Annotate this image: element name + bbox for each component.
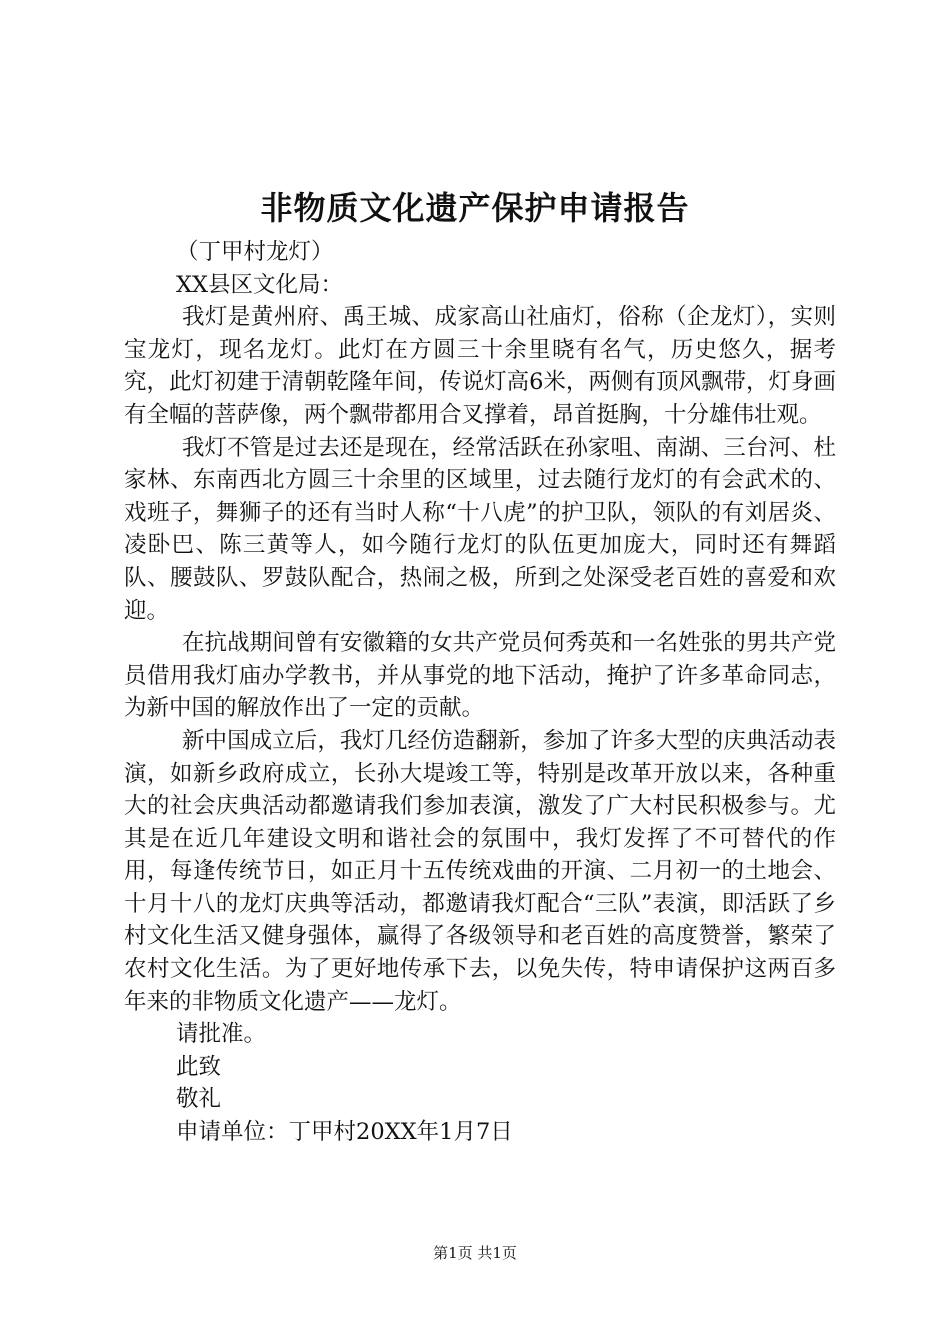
document-subtitle: （丁甲村龙灯）: [176, 239, 334, 265]
closing-request: 请批准。: [176, 1021, 267, 1048]
paragraph-3: 在抗战期间曾有安徽籍的女共产党员何秀英和一名姓张的男共产党员借用我灯庙办学教书，并从事党的地下活动，掩护了许多革命同志，为新中国的解放作出了一定的贡献。: [124, 630, 836, 722]
paragraph-2: 我灯不管是过去还是现在，经常活跃在孙家咀、南湖、三台河、杜家林、东南西北方圆三十余里的区域里，过去随行龙灯的有会武术的、戏班子，舞狮子的还有当时人称“十八虎”的护卫队，领队的有刘居炎、凌卧巴、陈三黄等人，如今随行龙灯的队伍更加庞大，同时还有舞蹈队、腰鼓队、罗鼓队配合，热闹之极，所到之处深受老百姓的喜爱和欢迎。: [124, 434, 836, 624]
document-title: 非物质文化遗产保护申请报告: [260, 189, 690, 227]
signature-line: 申请单位：丁甲村20XX年1月7日: [176, 1119, 513, 1146]
paragraph-1: 我灯是黄州府、禹王城、成家高山社庙灯，俗称（企龙灯），实则宝龙灯，现名龙灯。此灯在方圆三十余里晓有名气，历史悠久，据考究，此灯初建于清朝乾隆年间，传说灯高6米，两侧有顶风飘带，灯身画有全幅的菩萨像，两个飘带都用合叉撑着，昂首挺胸，十分雄伟壮观。: [124, 304, 836, 428]
addressee: XX县区文化局：: [176, 271, 344, 298]
page-footer: 第1页 共1页: [433, 1244, 517, 1262]
salutation-ci-zhi: 此致: [176, 1053, 222, 1080]
paragraph-4: 新中国成立后，我灯几经仿造翻新，参加了许多大型的庆典活动表演，如新乡政府成立，长孙大堤竣工等，特别是改革开放以来，各种重大的社会庆典活动都邀请我们参加表演，激发了广大村民积极参与。尤其是在近几年建设文明和谐社会的氛围中，我灯发挥了不可替代的作用，每逢传统节日，如正月十五传统戏曲的开演、二月初一的土地会、十月十八的龙灯庆典等活动，都邀请我灯配合“三队”表演，即活跃了乡村文化生活又健身强体，赢得了各级领导和老百姓的高度赞誉，繁荣了农村文化生活。为了更好地传承下去，以免失传，特申请保护这两百多年来的非物质文化遗产——龙灯。: [124, 727, 836, 1015]
document-body: [124, 236, 836, 1149]
salutation-jing-li: 敬礼: [176, 1086, 222, 1113]
